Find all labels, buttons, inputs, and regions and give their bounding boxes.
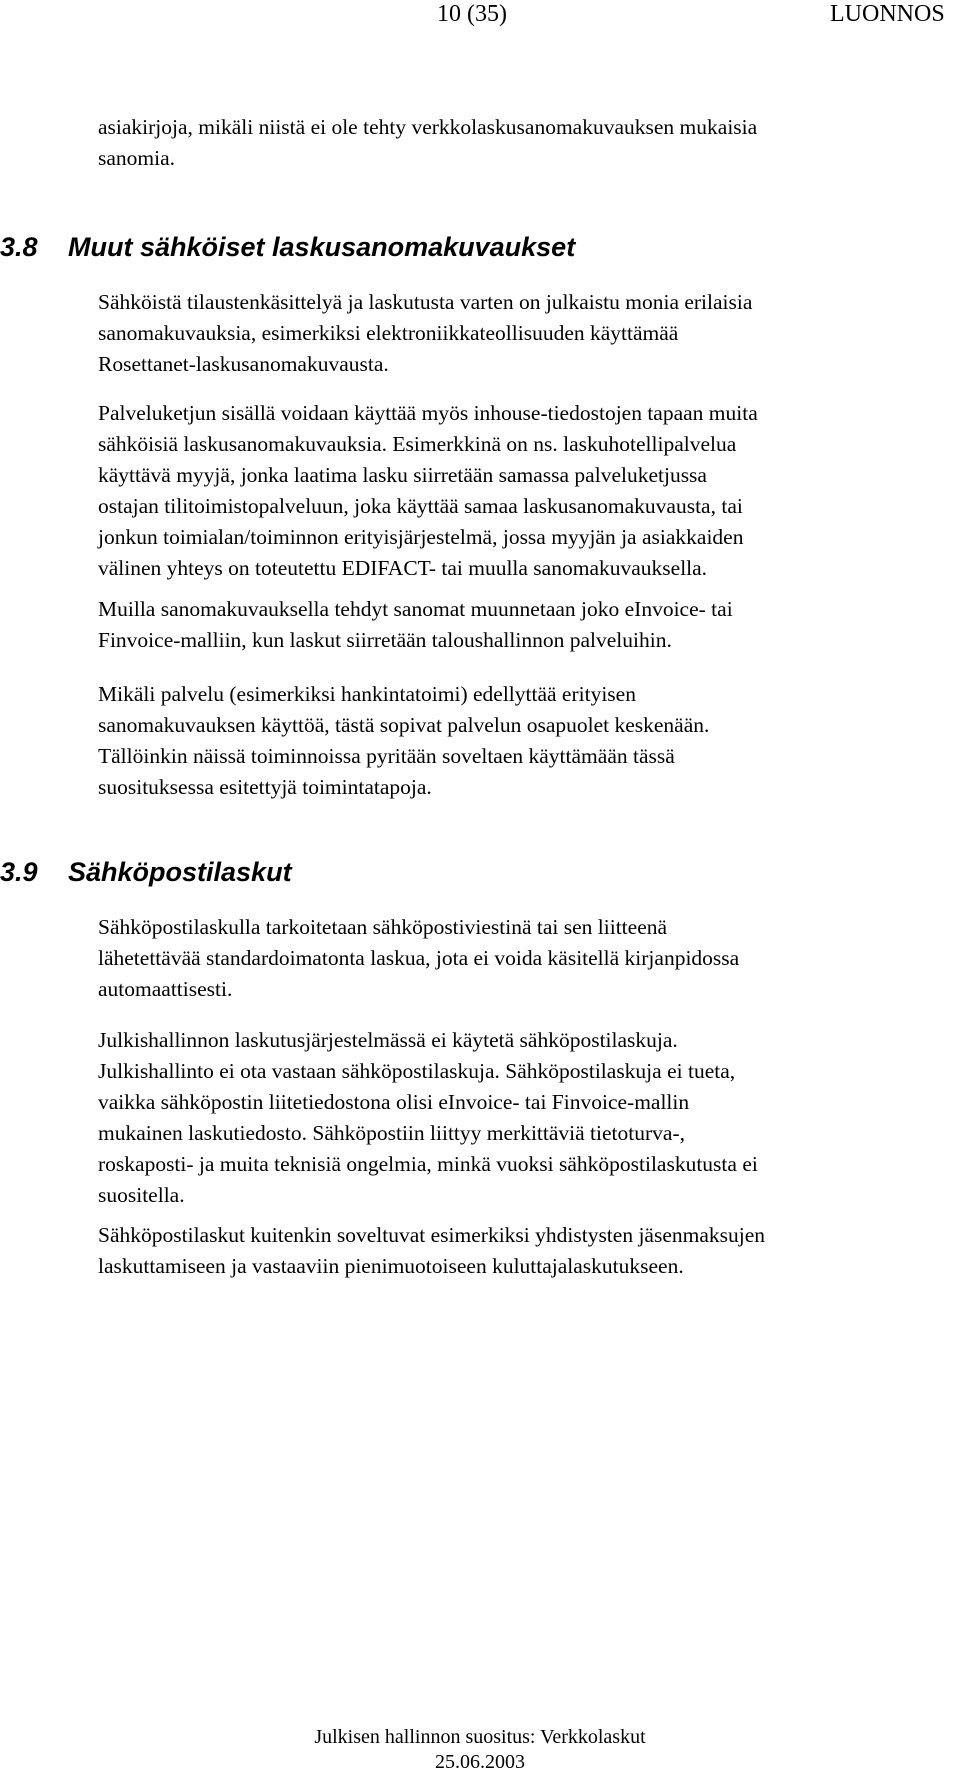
section-3-8-heading [0,231,575,263]
paragraph-line: Palveluketjun sisällä voidaan käyttää myös inhouse-tiedostojen tapaan muita [98,401,758,425]
section-3-9-heading [0,856,292,888]
footer-date: 25.06.2003 [435,1751,525,1773]
paragraph-line: vaikka sähköpostin liitetiedostona olisi eInvoice- tai Finvoice-mallin [98,1090,690,1114]
paragraph-line: Sähköpostilaskulla tarkoitetaan sähköpostiviestinä tai sen liitteenä [98,915,668,939]
paragraph-line: ostajan tilitoimistopalveluun, joka käyttää samaa laskusanomakuvausta, tai [98,494,743,518]
section-3-9-paragraph-3 [98,1220,958,1282]
section-3-8-paragraph-4 [98,679,958,803]
paragraph-line: Muilla sanomakuvauksella tehdyt sanomat muunnetaan joko eInvoice- tai [98,597,733,621]
paragraph-line: laskuttamiseen ja vastaaviin pienimuotoiseen kuluttajalaskutukseen. [98,1254,684,1278]
paragraph-line: suositella. [98,1183,185,1207]
paragraph-line: Tällöinkin näissä toiminnoissa pyritään soveltaen käyttämään tässä [98,744,675,768]
paragraph-line: jonkun toimialan/toiminnon erityisjärjestelmä, jossa myyjän ja asiakkaiden [98,525,744,549]
paragraph-line: välinen yhteys on toteutettu EDIFACT- tai muulla sanomakuvauksella. [98,556,708,580]
paragraph-line: sähköisiä laskusanomakuvauksia. Esimerkkinä on ns. laskuhotellipalvelua [98,432,737,456]
section-3-8-paragraph-3 [98,594,958,656]
footer-document-title: Julkisen hallinnon suositus: Verkkolaskut [314,1726,646,1748]
paragraph-line: Mikäli palvelu (esimerkiksi hankintatoimi) edellyttää erityisen [98,682,636,706]
paragraph-line: lähetettävää standardoimatonta laskua, jota ei voida käsitellä kirjanpidossa [98,946,740,970]
paragraph-line: Sähköpostilaskut kuitenkin soveltuvat esimerkiksi yhdistysten jäsenmaksujen [98,1223,766,1247]
paragraph-line: asiakirjoja, mikäli niistä ei ole tehty verkkolaskusanomakuvauksen mukaisia [98,115,758,139]
paragraph-line: Rosettanet-laskusanomakuvausta. [98,352,389,376]
paragraph-line: mukainen laskutiedosto. Sähköpostiin liittyy merkittäviä tietoturva-, [98,1121,685,1145]
paragraph-line: sanomakuvauksia, esimerkiksi elektroniikkateollisuuden käyttämää [98,321,679,345]
paragraph-line: Sähköistä tilaustenkäsittelyä ja laskutusta varten on julkaistu monia erilaisia [98,290,753,314]
section-3-8-paragraph-1 [98,287,958,380]
intro-paragraph [98,112,958,174]
paragraph-line: suosituksessa esitettyjä toimintatapoja. [98,775,432,799]
paragraph-line: Finvoice-malliin, kun laskut siirretään taloushallinnon palveluihin. [98,628,672,652]
section-3-9-paragraph-1 [98,912,958,1005]
section-title: Sähköpostilaskut [68,857,292,887]
paragraph-line: käyttävä myyjä, jonka laatima lasku siirretään samassa palveluketjussa [98,463,707,487]
section-3-8-paragraph-2 [98,398,958,584]
paragraph-line: Julkishallinnon laskutusjärjestelmässä ei käytetä sähköpostilaskuja. [98,1028,678,1052]
page-number: 10 (35) [437,1,507,27]
section-3-9-paragraph-2 [98,1025,958,1211]
paragraph-line: sanomia. [98,146,176,170]
paragraph-line: roskaposti- ja muita teknisiä ongelmia, minkä vuoksi sähköpostilaskutusta ei [98,1152,758,1176]
section-title: Muut sähköiset laskusanomakuvaukset [68,232,576,262]
paragraph-line: automaattisesti. [98,977,233,1001]
paragraph-line: sanomakuvauksen käyttöä, tästä sopivat palvelun osapuolet keskenään. [98,713,710,737]
section-number: 3.9 [0,857,38,887]
paragraph-line: Julkishallinto ei ota vastaan sähköpostilaskuja. Sähköpostilaskuja ei tueta, [98,1059,736,1083]
draft-label: LUONNOS [830,1,945,27]
section-number: 3.8 [0,232,38,262]
